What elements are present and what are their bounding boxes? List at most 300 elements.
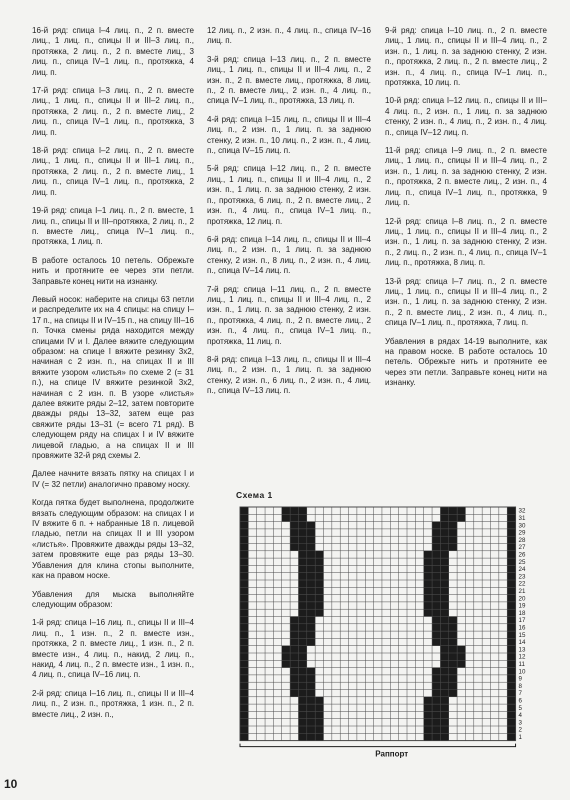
chart-cell-filled — [424, 558, 432, 565]
chart-cell-filled — [432, 711, 440, 718]
chart-cell-filled — [440, 646, 448, 653]
row-number: 13 — [518, 646, 526, 654]
chart-cell-filled — [315, 609, 323, 616]
chart-cell-filled — [307, 675, 315, 682]
text-column-1 — [32, 26, 194, 728]
chart-cell-filled — [440, 624, 448, 631]
row-number: 1 — [518, 734, 523, 741]
chart-cell-filled — [449, 646, 457, 653]
chart-cell-filled — [290, 646, 298, 653]
chart-cell-filled — [282, 646, 290, 653]
paragraph: Убавления в рядах 14-19 выполните, как на правом носке. В работе осталось 10 петель. Обрежьте нить и протяните ее через эти петли. Заправьте конец нити на изнанку. — [385, 336, 547, 388]
chart-cell-filled — [290, 529, 298, 536]
chart-cell-filled — [307, 682, 315, 689]
chart-cell-filled — [315, 595, 323, 602]
chart-cell-filled — [298, 704, 306, 711]
chart-cell-filled — [432, 726, 440, 733]
chart-cell-filled — [298, 653, 306, 660]
chart-cell-filled — [440, 544, 448, 551]
chart-cell-filled — [240, 646, 248, 653]
chart-cell-filled — [440, 602, 448, 609]
chart-cell-filled — [298, 675, 306, 682]
paragraph: В работе осталось 10 петель. Обрежьте нить и протяните ее через эти петли. Заправьте конец нити на изнанку. — [32, 255, 194, 286]
chart-cell-filled — [307, 711, 315, 718]
chart-cell-filled — [440, 617, 448, 624]
chart-cell-filled — [449, 660, 457, 667]
row-number: 30 — [518, 522, 526, 530]
chart-cell-filled — [507, 646, 515, 653]
chart-cell-filled — [432, 529, 440, 536]
chart-cell-filled — [307, 638, 315, 645]
chart-cell-filled — [507, 551, 515, 558]
chart-cell-filled — [240, 653, 248, 660]
chart-cell-filled — [240, 529, 248, 536]
chart-cell-filled — [240, 675, 248, 682]
chart-cell-filled — [507, 522, 515, 529]
chart-cell-filled — [298, 697, 306, 704]
chart-cell-filled — [298, 631, 306, 638]
chart-cell-filled — [298, 638, 306, 645]
chart-cell-filled — [432, 609, 440, 616]
chart-cell-filled — [457, 660, 465, 667]
chart-cell-filled — [240, 624, 248, 631]
row-number: 12 — [518, 653, 526, 661]
chart-cell-filled — [307, 617, 315, 624]
chart-cell-filled — [315, 726, 323, 733]
paragraph: 7-й ряд: спица I–11 лиц. п., 2 п. вместе лиц., 1 лиц. п., спицы II и III–4 лиц. п., 2 изн. п., 1 лиц. п. за заднюю стенку, 2 изн. п., протяжка, 4 лиц. п., 2 п. вместе лиц., 2 изн. п., 4 лиц. п., спица IV–1 лиц. п., протяжка, 11 лиц. п. — [207, 284, 371, 346]
chart-cell-filled — [315, 558, 323, 565]
chart-cell-filled — [307, 573, 315, 580]
chart-cell-filled — [440, 704, 448, 711]
paragraph: 2-й ряд: спица I–16 лиц. п., спицы II и III–4 лиц. п., 2 изн. п., протяжка, 1 изн. п., 2 п. вместе лиц., 2 изн. п., — [32, 688, 194, 719]
chart-cell-filled — [298, 558, 306, 565]
paragraph: 10-й ряд: спица I–12 лиц. п., спицы II и III–4 лиц. п., 2 изн. п., 1 лиц. п. за заднюю стенку, 2 изн. п., 4 лиц. п., 2 изн. п., 4 лиц. п., спица IV–12 лиц. п. — [385, 96, 547, 137]
chart-cell-filled — [240, 595, 248, 602]
chart-cell-filled — [440, 726, 448, 733]
chart-cell-filled — [440, 660, 448, 667]
chart-cell-filled — [440, 697, 448, 704]
chart-cell-filled — [449, 529, 457, 536]
paragraph: 1-й ряд: спица I–16 лиц. п., спицы II и III–4 лиц. п., 1 изн. п., 2 п. вместе изн., протяжка, 2 п. вместе лиц., 1 изн. п., 2 п. вместе изн., 4 лиц. п., накид, 2 лиц. п., накид, 4 лиц. п., 2 п. вместе изн., 1 изн. п., 4 лиц. п., спица IV–16 лиц. п. — [32, 618, 194, 680]
chart-cell-filled — [240, 536, 248, 543]
paragraph: 9-й ряд: спица I–10 лиц. п., 2 п. вместе лиц., 1 лиц. п., спицы II и III–4 лиц. п., 2 изн. п., 1 лиц. п. за заднюю стенку, 2 изн. п., протяжка, 2 лиц. п., 2 п. вместе лиц., 2 изн. п., 4 лиц. п., спица IV–1 лиц. п., протяжка, 10 лиц. п. — [385, 26, 547, 88]
chart-cell-filled — [424, 726, 432, 733]
chart-cell-filled — [240, 631, 248, 638]
repeat-label: Раппорт — [375, 749, 409, 759]
chart-cell-filled — [307, 522, 315, 529]
page-number: 10 — [4, 777, 18, 791]
chart-cell-filled — [240, 668, 248, 675]
chart-cell-filled — [307, 609, 315, 616]
chart-cell-filled — [440, 522, 448, 529]
chart-cell-filled — [290, 675, 298, 682]
chart-cell-filled — [240, 711, 248, 718]
chart-cell-filled — [507, 507, 515, 514]
chart-cell-filled — [507, 595, 515, 602]
chart-cell-filled — [507, 631, 515, 638]
chart-cell-filled — [449, 690, 457, 697]
chart-cell-filled — [290, 617, 298, 624]
paragraph: 18-й ряд: спица I–2 лиц. п., 2 п. вместе лиц., 1 лиц. п., спицы II и III–1 лиц. п., протяжка, 2 лиц. п., 2 п. вместе лиц., 1 лиц. п., спица IV–1 лиц. п., протяжка, 2 лиц. п. — [32, 146, 194, 197]
chart-cell-filled — [432, 690, 440, 697]
chart-cell-filled — [307, 631, 315, 638]
row-number: 25 — [518, 558, 526, 566]
chart-cell-filled — [307, 733, 315, 740]
chart-cell-filled — [282, 514, 290, 521]
chart-cell-filled — [507, 544, 515, 551]
chart-cell-filled — [307, 602, 315, 609]
chart-cell-filled — [307, 704, 315, 711]
chart-cell-filled — [457, 646, 465, 653]
chart-cell-filled — [240, 660, 248, 667]
chart-cell-filled — [440, 631, 448, 638]
row-number: 32 — [518, 507, 526, 515]
paragraph: Когда пятка будет выполнена, продолжите вязать следующим образом: на спицах I и IV вяжите 6 п. + набранные 18 п. лицевой гладью, петли на спицах II и III узором «листья». Провяжите дважды ряды 13–32, затем провяжите еще раз ряды 13–30. Убавления для клина стопы выполните, как на правом носке. — [32, 498, 194, 581]
chart-cell-filled — [282, 507, 290, 514]
chart-cell-filled — [449, 507, 457, 514]
row-number: 8 — [518, 682, 523, 690]
chart-cell-filled — [440, 682, 448, 689]
chart-cell-filled — [424, 573, 432, 580]
chart-cell-filled — [507, 733, 515, 740]
chart-cell-filled — [290, 668, 298, 675]
chart-cell-filled — [240, 719, 248, 726]
chart-cell-filled — [507, 580, 515, 587]
chart-cell-filled — [507, 536, 515, 543]
chart-cell-filled — [298, 522, 306, 529]
chart-cell-filled — [507, 617, 515, 624]
chart-cell-filled — [307, 565, 315, 572]
chart-cell-filled — [507, 514, 515, 521]
chart-cell-filled — [290, 653, 298, 660]
chart-cell-filled — [432, 580, 440, 587]
chart-cell-filled — [440, 595, 448, 602]
chart-cell-filled — [424, 697, 432, 704]
row-number: 18 — [518, 609, 526, 617]
chart-cell-filled — [449, 544, 457, 551]
row-number: 31 — [518, 515, 526, 522]
chart-cell-filled — [315, 711, 323, 718]
chart-cell-filled — [307, 551, 315, 558]
chart-cell-filled — [440, 668, 448, 675]
chart-cell-filled — [440, 514, 448, 521]
chart-cell-filled — [424, 580, 432, 587]
chart-cell-filled — [298, 507, 306, 514]
chart-cell-filled — [432, 558, 440, 565]
chart-cell-filled — [315, 551, 323, 558]
chart-cell-filled — [298, 595, 306, 602]
chart-cell-filled — [307, 697, 315, 704]
chart-cell-filled — [449, 536, 457, 543]
chart-cell-filled — [440, 653, 448, 660]
chart-cell-filled — [315, 719, 323, 726]
row-number: 19 — [518, 602, 526, 610]
chart-cell-filled — [507, 587, 515, 594]
chart-cell-filled — [315, 704, 323, 711]
row-number: 15 — [518, 631, 526, 639]
chart-cell-filled — [298, 660, 306, 667]
text-column-3 — [385, 26, 547, 397]
text-column-2 — [207, 26, 371, 405]
chart-cell-filled — [240, 558, 248, 565]
chart-cell-filled — [432, 668, 440, 675]
chart-cell-filled — [307, 536, 315, 543]
chart-cell-filled — [290, 631, 298, 638]
chart-cell-filled — [307, 558, 315, 565]
chart-cell-filled — [440, 565, 448, 572]
chart-cell-filled — [282, 660, 290, 667]
chart-cell-filled — [315, 565, 323, 572]
chart-cell-filled — [507, 697, 515, 704]
chart-cell-filled — [315, 733, 323, 740]
row-number: 28 — [518, 536, 526, 544]
chart-cell-filled — [507, 558, 515, 565]
chart-cell-filled — [432, 536, 440, 543]
chart-cell-filled — [424, 587, 432, 594]
chart-cell-filled — [315, 580, 323, 587]
chart-cell-filled — [440, 551, 448, 558]
chart-cell-filled — [307, 587, 315, 594]
chart-cell-filled — [432, 544, 440, 551]
chart-cell-filled — [315, 602, 323, 609]
paragraph: 3-й ряд: спица I–13 лиц. п., 2 п. вместе лиц., 1 лиц. п., спицы II и III–4 лиц. п., 2 изн. п., 2 п. вместе лиц., протяжка, 8 лиц. п., 2 п. вместе лиц., 2 изн. п., 4 лиц. п., спица IV–1 лиц. п., протяжка, 13 лиц. п. — [207, 54, 371, 106]
chart-cell-filled — [298, 624, 306, 631]
chart-cell-filled — [507, 573, 515, 580]
paragraph: 8-й ряд: спица I–13 лиц. п., спицы II и III–4 лиц. п., 2 изн. п., 1 лиц. п. за заднюю стенку, 2 изн. п., 6 лиц. п., 2 изн. п., 4 лиц. п., спица IV–13 лиц. п. — [207, 354, 371, 396]
chart-cell-filled — [290, 660, 298, 667]
chart-cell-filled — [457, 507, 465, 514]
chart-cell-filled — [432, 733, 440, 740]
row-number: 20 — [518, 595, 526, 603]
chart-cell-filled — [298, 668, 306, 675]
paragraph: 17-й ряд: спица I–3 лиц. п., 2 п. вместе лиц., 1 лиц. п., спицы II и III–2 лиц. п., протяжка, 2 лиц. п., 2 п. вместе лиц., 2 лиц. п., спица IV–1 лиц. п., протяжка, 3 лиц. п. — [32, 86, 194, 137]
chart-cell-filled — [432, 617, 440, 624]
chart-cell-filled — [298, 726, 306, 733]
chart-cell-filled — [240, 617, 248, 624]
chart-cell-filled — [432, 565, 440, 572]
chart-cell-filled — [432, 697, 440, 704]
chart-cell-filled — [507, 682, 515, 689]
chart-cell-filled — [440, 609, 448, 616]
row-number: 9 — [518, 675, 523, 683]
chart-cell-filled — [440, 719, 448, 726]
chart-cell-filled — [290, 544, 298, 551]
row-number: 24 — [518, 566, 526, 574]
chart-cell-filled — [440, 638, 448, 645]
chart-cell-filled — [440, 536, 448, 543]
chart-cell-filled — [298, 573, 306, 580]
chart-cell-filled — [432, 682, 440, 689]
chart-cell-filled — [507, 638, 515, 645]
chart-cell-filled — [449, 631, 457, 638]
chart-cell-filled — [432, 595, 440, 602]
chart-cell-filled — [457, 653, 465, 660]
chart-cell-filled — [440, 580, 448, 587]
chart-cell-filled — [307, 580, 315, 587]
row-number: 17 — [518, 617, 526, 625]
row-number: 6 — [518, 697, 523, 705]
chart-cell-filled — [240, 704, 248, 711]
chart-cell-filled — [424, 602, 432, 609]
chart-cell-filled — [240, 580, 248, 587]
row-number: 11 — [518, 661, 525, 668]
chart-cell-filled — [424, 711, 432, 718]
chart-cell-filled — [298, 536, 306, 543]
chart-cell-filled — [298, 609, 306, 616]
chart-cell-filled — [432, 624, 440, 631]
chart-cell-filled — [440, 675, 448, 682]
paragraph: 4-й ряд: спица I–15 лиц. п., спицы II и III–4 лиц. п., 2 изн. п., 1 лиц. п. за заднюю стенку, 2 изн. п., 10 лиц. п., 2 изн. п., 4 лиц. п., спица IV–15 лиц. п. — [207, 114, 371, 156]
paragraph: Левый носок: наберите на спицы 63 петли и распределите их на 4 спицы: на спицу I–17 п., на спицы II и IV–15 п., на спицу III–16 п. Точка смены ряда находится между спицами IV и I. Далее вяжите следующим образом: на спице I вяжите резинку 3х2, начиная с 2 изн. п., на спицах II и III вяжите узором «листья» по схеме 2 (= 31 п.), на спице IV вяжите резинкой 3х2, начиная с 2 изн. п. В узоре «листья» далее вяжите ряды 2–12, затем повторите дважды ряды 13–32, затем еще раз свяжите ряды 13–31 (= всего 71 ряд). В следующем ряду на спицах I и IV вяжите лицевой гладью, а на спицах II и III провяжите 32-й ряд схемы 2. — [32, 294, 194, 461]
paragraph: Далее начните вязать пятку на спицах I и IV (= 32 петли) аналогично правому носку. — [32, 469, 194, 489]
chart-cell-filled — [507, 719, 515, 726]
row-number: 2 — [518, 726, 523, 734]
paragraph: 13-й ряд: спица I–7 лиц. п., 2 п. вместе лиц., 1 лиц. п., спицы II и III–4 лиц. п., 2 изн. п., 1 лиц. п. за заднюю стенку, 2 изн. п., 2 п. вместе лиц., 2 изн. п., 4 лиц. п., спица IV–1 лиц. п., протяжка, 7 лиц. п. — [385, 276, 547, 328]
chart-cell-filled — [290, 522, 298, 529]
row-number: 26 — [518, 551, 526, 559]
chart-cell-filled — [240, 587, 248, 594]
chart-cell-filled — [307, 719, 315, 726]
chart-cell-filled — [507, 529, 515, 536]
chart-cell-filled — [240, 565, 248, 572]
chart-cell-filled — [240, 551, 248, 558]
chart-cell-filled — [507, 602, 515, 609]
row-number: 29 — [518, 529, 526, 537]
row-number: 23 — [518, 573, 526, 581]
paragraph: 19-й ряд: спица I–1 лиц. п., 2 п. вместе, 1 лиц. п., спицы II и III–протяжка, 2 лиц. п., 2 п. вместе лиц., спица IV–1 лиц. п., протяжка, 1 лиц. п. — [32, 206, 194, 247]
chart-cell-filled — [290, 638, 298, 645]
chart-title: Схема 1 — [236, 490, 273, 500]
chart-cell-filled — [440, 573, 448, 580]
paragraph: 11-й ряд: спица I–9 лиц. п., 2 п. вместе лиц., 1 лиц. п., спицы II и III–4 лиц. п., 2 изн. п., 1 лиц. п. за заднюю стенку, 2 изн. п., протяжка, 2 п. вместе лиц., 2 изн. п., 4 лиц. п., спица IV–1 лиц. п., протяжка, 9 лиц. п. — [385, 146, 547, 208]
paragraph: 12-й ряд: спица I–8 лиц. п., 2 п. вместе лиц., 1 лиц. п., спицы II и III–4 лиц. п., 2 изн. п., 1 лиц. п. за заднюю стенку, 2 изн. п., 2 лиц. п., 2 изн. п., 4 лиц. п., спица IV–1 лиц. п., протяжка, 8 лиц. п. — [385, 216, 547, 268]
chart-cell-filled — [298, 544, 306, 551]
row-number: 14 — [518, 639, 526, 647]
chart-cell-filled — [449, 617, 457, 624]
chart-cell-filled — [432, 675, 440, 682]
chart-cell-filled — [507, 704, 515, 711]
chart-cell-filled — [449, 668, 457, 675]
chart-cell-filled — [507, 690, 515, 697]
chart-cell-filled — [240, 507, 248, 514]
row-number: 4 — [518, 712, 523, 720]
chart-cell-filled — [298, 690, 306, 697]
chart-cell-filled — [449, 624, 457, 631]
row-number: 5 — [518, 704, 523, 712]
chart-cell-filled — [298, 602, 306, 609]
repeat-bracket — [240, 744, 516, 747]
chart-cell-filled — [507, 565, 515, 572]
chart-cell-filled — [240, 522, 248, 529]
chart-cell-filled — [432, 638, 440, 645]
chart-cell-filled — [507, 653, 515, 660]
chart-cell-filled — [240, 602, 248, 609]
chart-cell-filled — [307, 544, 315, 551]
chart-cell-filled — [424, 733, 432, 740]
chart-cell-filled — [240, 733, 248, 740]
row-number: 27 — [518, 544, 526, 552]
chart-cell-filled — [507, 660, 515, 667]
chart-cell-filled — [449, 682, 457, 689]
chart-cell-filled — [240, 726, 248, 733]
chart-cell-filled — [240, 690, 248, 697]
chart-cell-filled — [507, 726, 515, 733]
chart-cell-filled — [315, 573, 323, 580]
chart-cell-filled — [432, 704, 440, 711]
chart-cell-filled — [290, 682, 298, 689]
chart-cell-filled — [298, 617, 306, 624]
chart-cell-filled — [424, 719, 432, 726]
chart-cell-filled — [298, 646, 306, 653]
chart-cell-filled — [298, 682, 306, 689]
chart-cell-filled — [307, 624, 315, 631]
chart-cell-filled — [290, 514, 298, 521]
chart-cell-filled — [440, 558, 448, 565]
chart-cell-filled — [290, 624, 298, 631]
chart-cell-filled — [440, 507, 448, 514]
row-number: 10 — [518, 668, 526, 676]
row-number: 21 — [518, 588, 526, 595]
knitting-chart — [228, 495, 530, 765]
chart-cell-filled — [298, 565, 306, 572]
chart-cell-filled — [449, 675, 457, 682]
chart-cell-filled — [240, 697, 248, 704]
chart-cell-filled — [240, 573, 248, 580]
row-number: 7 — [518, 690, 523, 698]
row-number: 16 — [518, 624, 526, 632]
chart-cell-filled — [432, 631, 440, 638]
chart-cell-filled — [440, 587, 448, 594]
chart-cell-filled — [298, 580, 306, 587]
chart-cell-filled — [424, 551, 432, 558]
chart-cell-filled — [298, 711, 306, 718]
chart-cell-filled — [449, 522, 457, 529]
chart-cell-filled — [432, 551, 440, 558]
paragraph: Убавления для мыска выполняйте следующим образом: — [32, 589, 194, 609]
chart-cell-filled — [307, 595, 315, 602]
chart-cell-filled — [240, 638, 248, 645]
row-number: 22 — [518, 580, 526, 588]
chart-cell-filled — [240, 682, 248, 689]
chart-cell-filled — [507, 609, 515, 616]
chart-cell-filled — [449, 514, 457, 521]
chart-cell-filled — [240, 514, 248, 521]
chart-cell-filled — [507, 675, 515, 682]
paragraph: 12 лиц. п., 2 изн. п., 4 лиц. п., спица IV–16 лиц. п. — [207, 26, 371, 46]
chart-cell-filled — [507, 668, 515, 675]
chart-cell-filled — [282, 653, 290, 660]
chart-cell-filled — [432, 602, 440, 609]
chart-cell-filled — [298, 551, 306, 558]
chart-cell-filled — [315, 587, 323, 594]
chart-cell-filled — [440, 529, 448, 536]
chart-cell-filled — [307, 529, 315, 536]
chart-cell-filled — [440, 733, 448, 740]
chart-cell-filled — [457, 514, 465, 521]
chart-cell-filled — [240, 609, 248, 616]
chart-cell-filled — [449, 638, 457, 645]
chart-cell-filled — [298, 529, 306, 536]
chart-cell-filled — [440, 690, 448, 697]
chart-cell-filled — [440, 711, 448, 718]
chart-cell-filled — [298, 733, 306, 740]
chart-cell-filled — [240, 544, 248, 551]
chart-cell-filled — [290, 536, 298, 543]
chart-cell-filled — [315, 697, 323, 704]
chart-cell-filled — [432, 719, 440, 726]
chart-cell-filled — [298, 719, 306, 726]
paragraph: 6-й ряд: спица I–14 лиц. п., спицы II и III–4 лиц. п., 2 изн. п., 1 лиц. п. за заднюю стенку, 2 изн. п., 8 лиц. п., 2 изн. п., 4 лиц. п., спица IV–14 лиц. п. — [207, 234, 371, 276]
